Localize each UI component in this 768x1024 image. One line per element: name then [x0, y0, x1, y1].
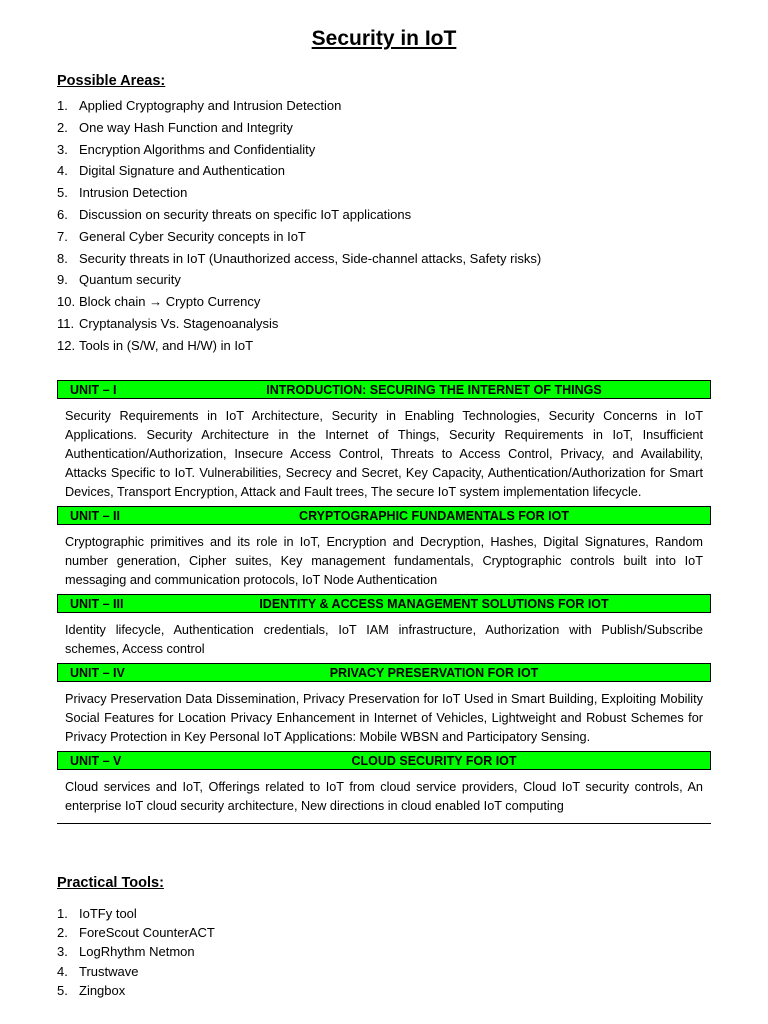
- practical-tools-list: [57, 904, 215, 1000]
- possible-areas-list: [57, 95, 541, 357]
- unit-description: Cloud services and IoT, Offerings related to IoT from cloud service providers, Cloud IoT security controls, An enterprise IoT cloud security architecture, New directions in cloud enabled IoT computing: [57, 770, 711, 824]
- unit-title: CRYPTOGRAPHIC FUNDAMENTALS FOR IOT: [299, 509, 569, 523]
- list-item: 3. Encryption Algorithms and Confidentiality: [57, 141, 316, 157]
- unit-description: Privacy Preservation Data Dissemination, Privacy Preservation for IoT Used in Smart Building, Exploiting Mobility Social Features for Location Privacy Enhancement in Internet of Vehicles, Lightweight and Robust Schemes for Privacy Protection in Key Personal IoT Applications: Mobile WBSN and Participatory Sensing.: [65, 692, 703, 744]
- unit-header: [57, 751, 711, 770]
- list-item: 12. Tools in (S/W, and H/W) in IoT: [57, 337, 254, 353]
- unit-description: Identity lifecycle, Authentication credentials, IoT IAM infrastructure, Authorization with Publish/Subscribe schemes, Access control: [65, 623, 703, 656]
- unit-header: [57, 506, 711, 525]
- unit-header: [57, 663, 711, 682]
- possible-areas-heading: Possible Areas:: [57, 73, 166, 89]
- list-item: 4. Trustwave: [57, 963, 139, 979]
- list-item: 1. Applied Cryptography and Intrusion Detection: [57, 98, 342, 113]
- list-item: 2. ForeScout CounterACT: [57, 925, 215, 941]
- unit-label: UNIT – I: [70, 383, 117, 397]
- unit-title: IDENTITY & ACCESS MANAGEMENT SOLUTIONS FOR IOT: [259, 597, 609, 611]
- unit-label: UNIT – III: [70, 597, 124, 611]
- units-table: [57, 380, 711, 824]
- list-item: 5. Zingbox: [57, 982, 126, 998]
- list-item: 4. Digital Signature and Authentication: [57, 163, 285, 179]
- list-item: 3. LogRhythm Netmon: [57, 944, 195, 960]
- practical-tools-heading: Practical Tools:: [57, 875, 164, 891]
- unit-label: UNIT – IV: [70, 666, 125, 680]
- unit-header: [57, 380, 711, 399]
- list-item: 1. IoTFy tool: [57, 906, 137, 921]
- unit-description: Security Requirements in IoT Architecture, Security in Enabling Technologies, Security Concerns in IoT Applications. Security Architecture in the Internet of Things, Security Requirements in IoT, Insufficient Authentication/Authorization, Insecure Access Control, Threats to Access Control, Privacy, and Availability, Attacks Specific to IoT. Vulnerabilities, Secrecy and Secret, Key Capacity, Authentication/Authorization for Smart Devices, Transport Encryption, Attack and Fault trees, The secure IoT system implementation lifecycle.: [65, 409, 703, 499]
- list-item: 8. Security threats in IoT (Unauthorized access, Side-channel attacks, Safety risks): [57, 250, 542, 266]
- document-title: Security in IoT: [311, 27, 457, 50]
- unit-title: CLOUD SECURITY FOR IOT: [351, 754, 517, 768]
- list-item: 11. Cryptanalysis Vs. Stagenoanalysis: [57, 315, 279, 331]
- unit-label: UNIT – V: [70, 754, 122, 768]
- list-item: 5. Intrusion Detection: [57, 185, 188, 201]
- list-item: 7. General Cyber Security concepts in IoT: [57, 228, 306, 244]
- unit-header: [57, 594, 711, 613]
- list-item: 9. Quantum security: [57, 272, 181, 288]
- unit-title: PRIVACY PRESERVATION FOR IOT: [329, 666, 539, 680]
- unit-title: INTRODUCTION: SECURING THE INTERNET OF THINGS: [266, 383, 602, 397]
- list-item: 6. Discussion on security threats on specific IoT applications: [57, 206, 412, 222]
- unit-label: UNIT – II: [70, 509, 121, 523]
- unit-description: Cryptographic primitives and its role in IoT, Encryption and Decryption, Hashes, Digital Signatures, Random number generation, Cipher suites, Key management fundamentals, Cryptographic controls built into IoT messaging and communication protocols, IoT Node Authentication: [65, 535, 703, 587]
- list-item: 10. Block chain → Crypto Currency: [57, 294, 261, 310]
- list-item: 2. One way Hash Function and Integrity: [57, 119, 293, 135]
